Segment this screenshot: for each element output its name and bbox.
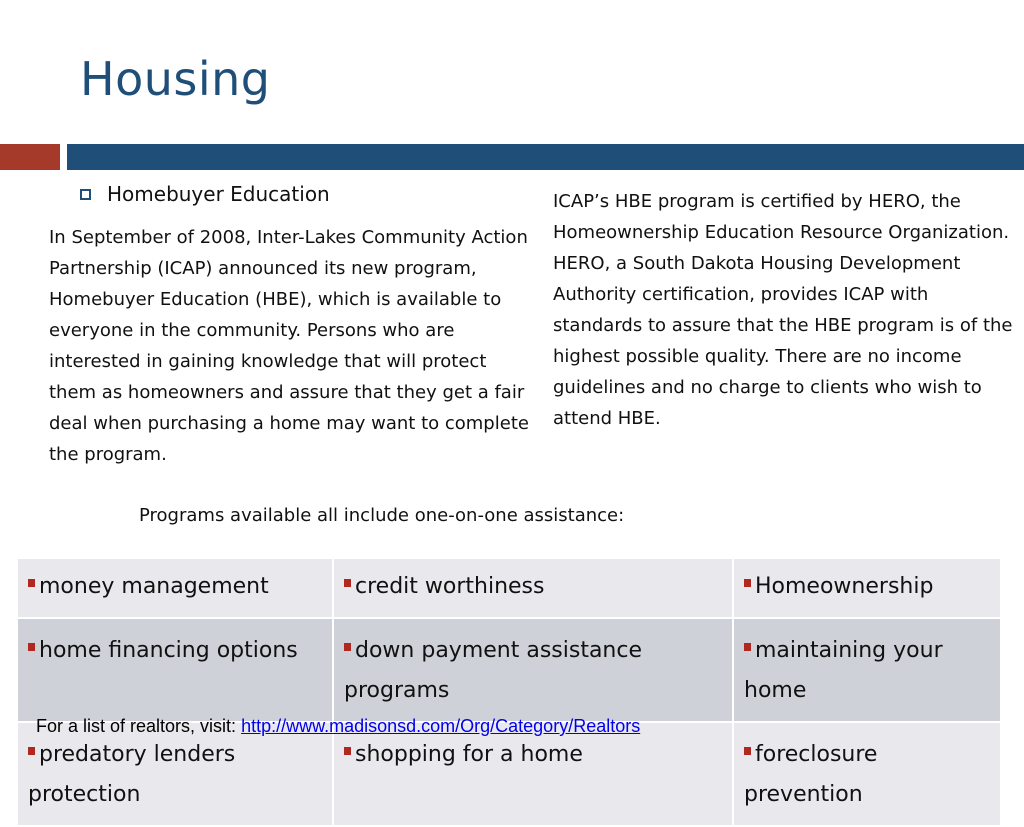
red-bullet-icon — [744, 579, 751, 587]
square-bullet-icon — [80, 189, 91, 200]
table-cell — [733, 558, 1001, 618]
cell-text: Homeownership — [755, 574, 934, 599]
table-cell — [17, 618, 333, 722]
table-row — [17, 618, 1001, 722]
table-row — [17, 722, 1001, 826]
table-cell — [17, 558, 333, 618]
realtors-link[interactable]: http://www.madisonsd.com/Org/Category/Realtors — [241, 716, 641, 736]
footer-note — [36, 716, 640, 737]
table-cell — [733, 722, 1001, 826]
bullet-heading — [80, 182, 330, 206]
cell-text: money management — [39, 574, 269, 599]
programs-intro: Programs available all include one-on-one assistance: — [139, 505, 625, 526]
red-bullet-icon — [744, 747, 751, 755]
programs-table — [16, 557, 1002, 827]
red-bullet-icon — [344, 643, 351, 651]
cell-text: shopping for a home — [355, 742, 583, 767]
header-band-blue — [67, 144, 1024, 170]
header-band-red — [0, 144, 60, 170]
cell-text: foreclosure prevention — [744, 742, 878, 807]
table-cell — [333, 558, 733, 618]
table-cell — [17, 722, 333, 826]
right-paragraph: ICAP’s HBE program is certified by HERO, the Homeownership Education Resource Organization. HERO, a South Dakota Housing Development Authority certification, provides ICAP with standards to assure that the HBE program is of the highest possible quality. There are no income guidelines and no charge to clients who wish to attend HBE. — [553, 191, 1013, 429]
cell-text: home financing options — [39, 638, 298, 663]
red-bullet-icon — [344, 579, 351, 587]
red-bullet-icon — [28, 579, 35, 587]
table-cell — [333, 722, 733, 826]
bullet-heading-text: Homebuyer Education — [107, 182, 330, 206]
cell-text: maintaining your home — [744, 638, 943, 703]
red-bullet-icon — [28, 643, 35, 651]
slide-title: Housing — [80, 52, 271, 106]
left-paragraph: In September of 2008, Inter-Lakes Community Action Partnership (ICAP) announced its new program, Homebuyer Education (HBE), which is available to everyone in the community. Persons who are interested in gaining knowledge that will protect them as homeowners and assure that they get a fair deal when purchasing a home may want to complete the program. — [49, 227, 529, 465]
red-bullet-icon — [344, 747, 351, 755]
red-bullet-icon — [28, 747, 35, 755]
table-cell — [333, 618, 733, 722]
cell-text: predatory lenders protection — [28, 742, 236, 807]
cell-text: credit worthiness — [355, 574, 545, 599]
red-bullet-icon — [744, 643, 751, 651]
cell-text: down payment assistance programs — [344, 638, 643, 703]
footer-text: For a list of realtors, visit: — [36, 716, 242, 736]
table-row — [17, 558, 1001, 618]
table-cell — [733, 618, 1001, 722]
